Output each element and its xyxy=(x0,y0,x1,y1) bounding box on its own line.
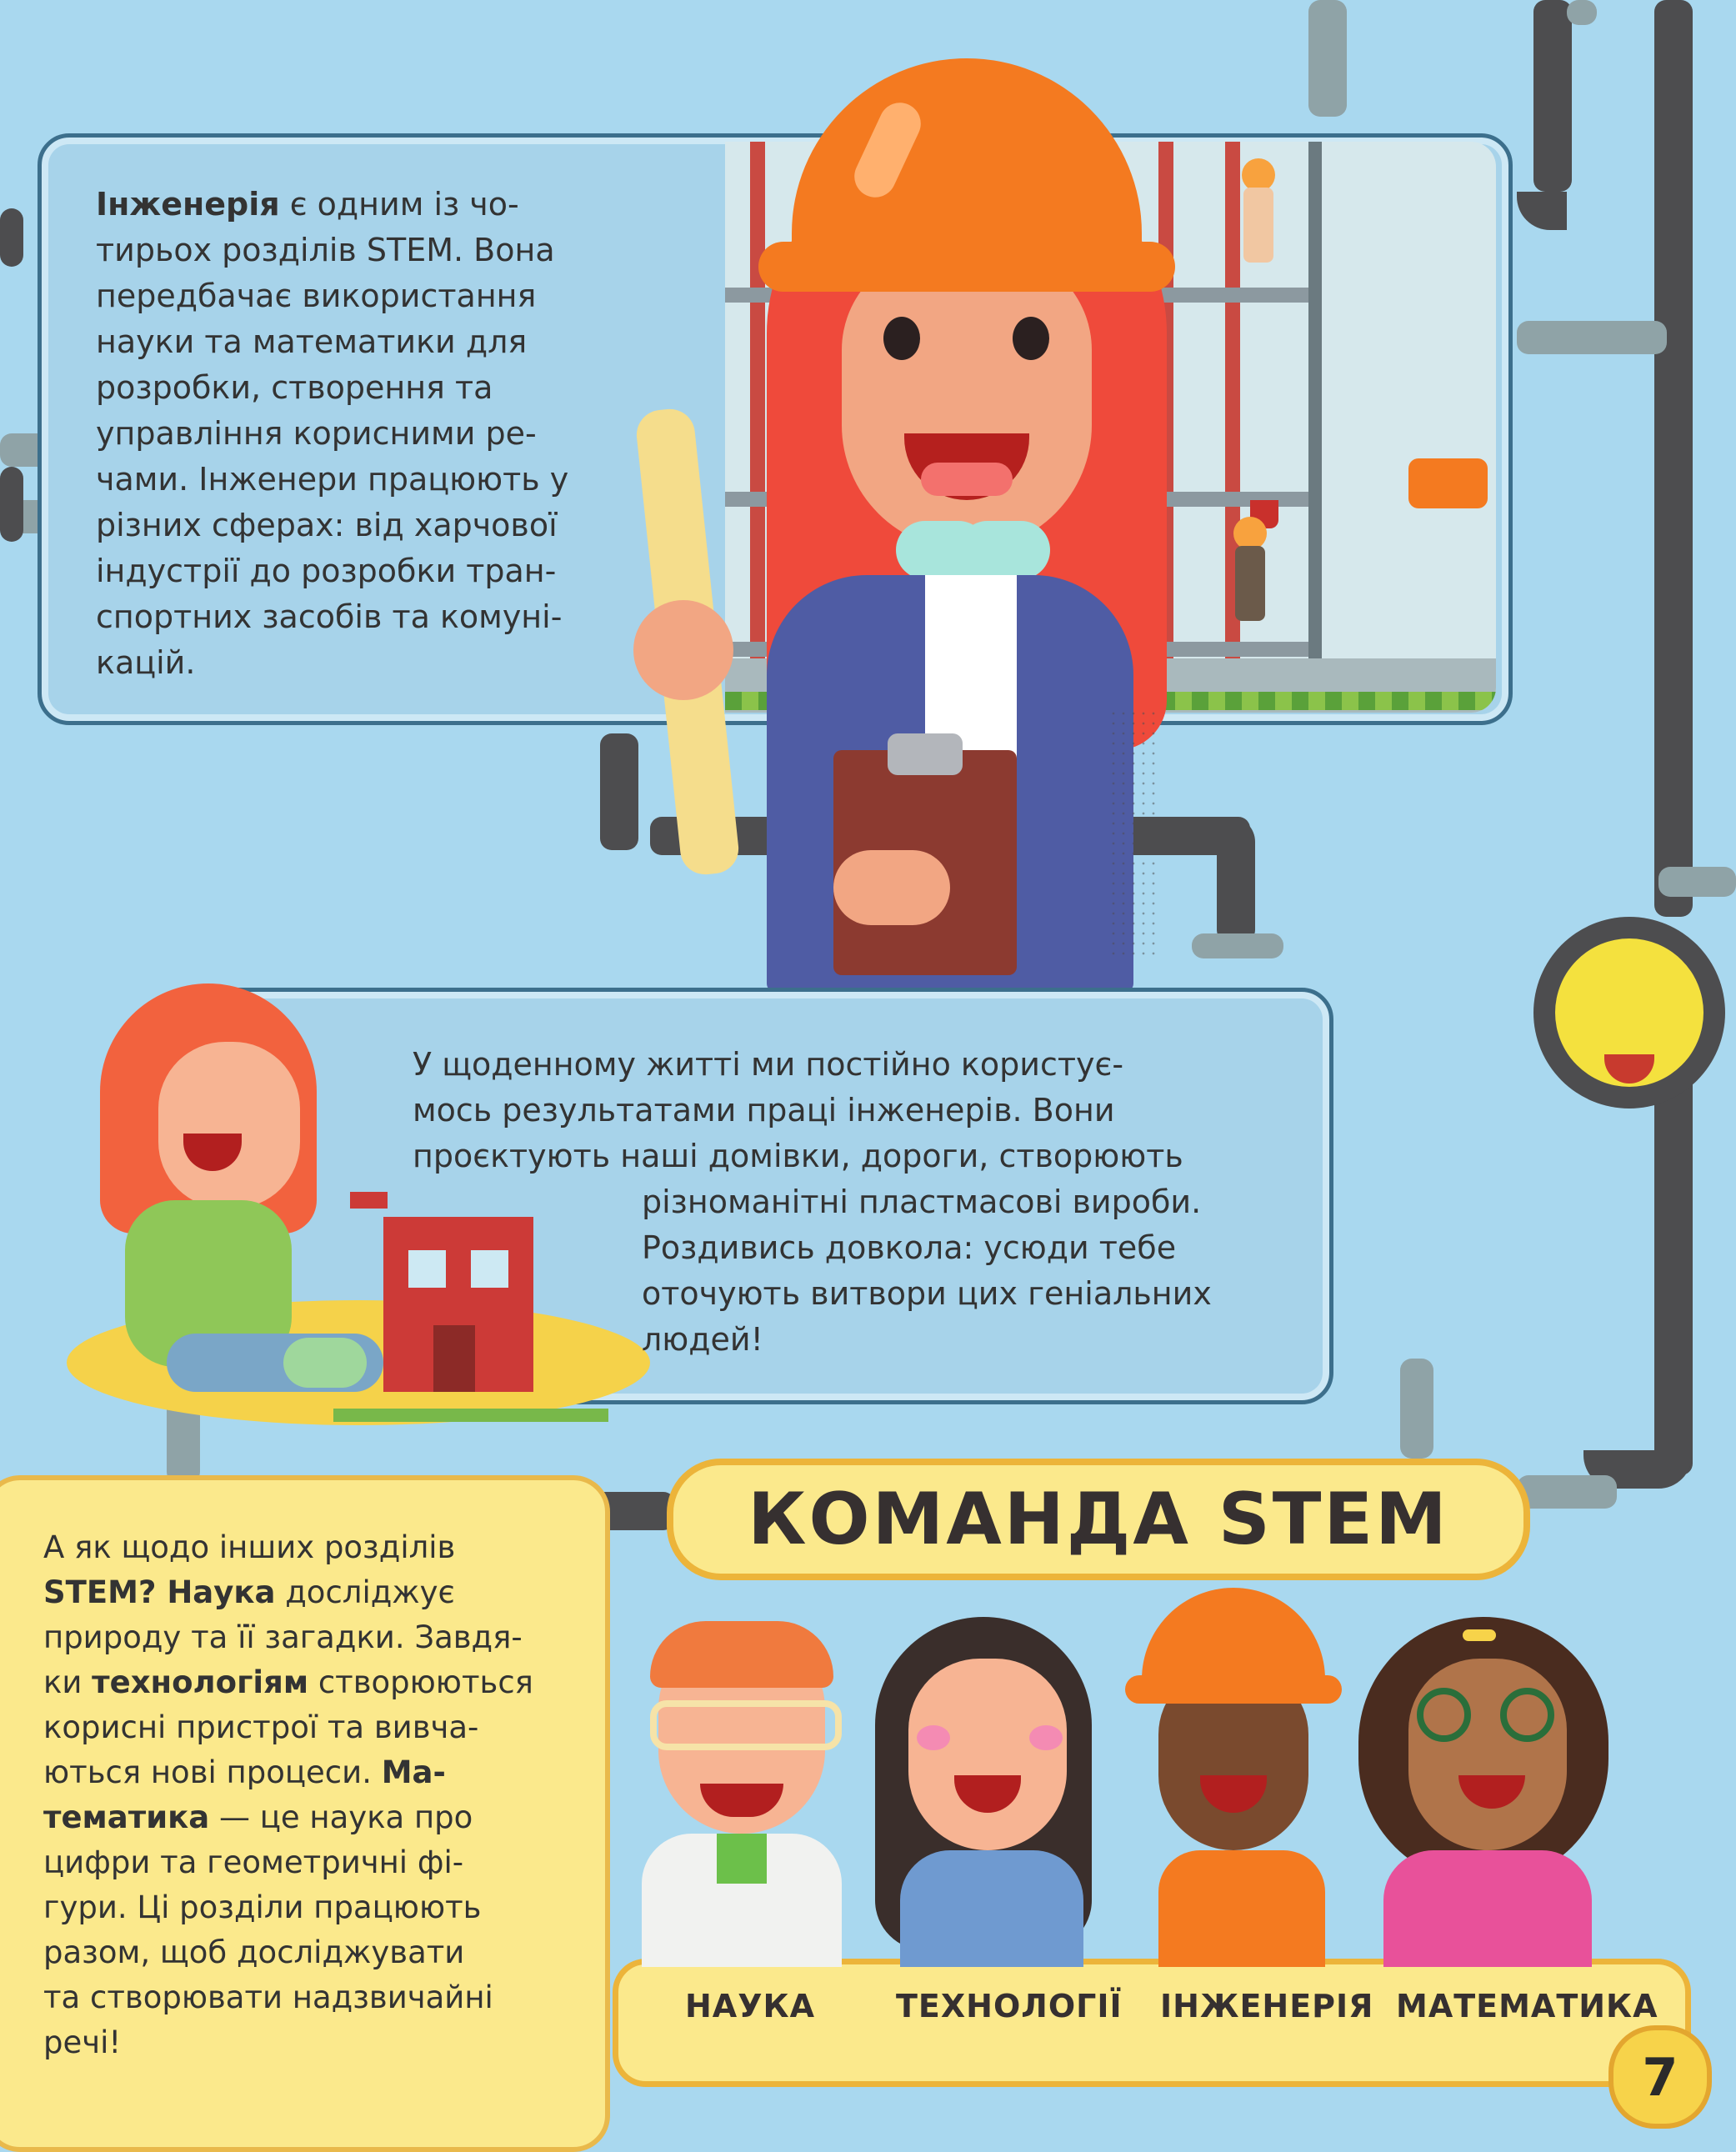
pipe-light-connector xyxy=(1658,867,1736,897)
pipe-light-top xyxy=(1308,0,1347,117)
daily-line-5: Роздивись довкола: усюди тебе xyxy=(642,1229,1177,1266)
label-math: МАТЕМАТИКА xyxy=(1396,1988,1658,2024)
daily-line-7: людей! xyxy=(642,1321,763,1358)
other-line-12: речі! xyxy=(43,2024,122,2060)
other-line-6: ються нові процеси. Ма- xyxy=(43,1754,446,1790)
label-science: НАУКА xyxy=(685,1988,815,2024)
daily-line-4: різноманітні пластмасові вироби. xyxy=(642,1184,1202,1220)
engineering-line-11: кацій. xyxy=(96,644,196,681)
daily-line-3: проєктують наші домівки, дороги, створюють xyxy=(413,1138,1183,1174)
other-line-11: та створювати надзвичайні xyxy=(43,1979,493,2015)
pipe-light-right xyxy=(1517,321,1667,354)
engineering-line-1: Інженерія є одним із чо- xyxy=(96,186,519,223)
other-line-10: разом, щоб досліджувати xyxy=(43,1934,465,1970)
pipe-light-top2 xyxy=(1567,0,1597,25)
other-line-3: природу та її загадки. Завдя- xyxy=(43,1619,523,1655)
daily-line-2: мось результатами праці інженерів. Вони xyxy=(413,1092,1115,1129)
engineering-line-2: тирьох розділів STEM. Вона xyxy=(96,232,555,268)
label-engineering: ІНЖЕНЕРІЯ xyxy=(1160,1988,1374,2024)
pipe-middle-left xyxy=(600,733,638,850)
engineering-line-4: науки та математики для xyxy=(96,323,528,360)
engineering-paragraph xyxy=(96,182,679,686)
daily-line-1: У щоденному житті ми постійно користує- xyxy=(413,1046,1124,1083)
pipe-right-lower xyxy=(1654,1042,1693,1475)
engineering-line-6: управління корисними ре- xyxy=(96,415,537,452)
pipe-top-joint xyxy=(1517,192,1567,230)
stem-team-title: КОМАНДА STEM xyxy=(667,1459,1530,1580)
label-technology: ТЕХНОЛОГІЇ xyxy=(896,1988,1123,2024)
engineering-line-10: спортних засобів та комуні- xyxy=(96,598,563,635)
pipe-right-vertical xyxy=(1654,0,1693,917)
pipe-top-curve xyxy=(1533,0,1572,192)
other-line-5: корисні пристрої та вивча- xyxy=(43,1709,479,1745)
pipe-left-stub-2 xyxy=(0,467,23,542)
other-line-7: тематика — це наука про xyxy=(43,1799,473,1835)
engineering-line-5: розробки, створення та xyxy=(96,369,493,406)
pipe-claw-right xyxy=(1517,1475,1617,1509)
pipe-claw-middle xyxy=(1192,933,1283,958)
other-line-4: ки технологіям створюються xyxy=(43,1664,533,1700)
other-line-1: А як щодо інших розділів xyxy=(43,1529,456,1565)
other-line-2: STEM? Наука досліджує xyxy=(43,1574,455,1610)
engineering-line-8: різних сферах: від харчової xyxy=(96,507,558,543)
other-line-8: цифри та геометричні фі- xyxy=(43,1844,464,1880)
other-line-9: гури. Ці розділи працюють xyxy=(43,1889,482,1925)
pipe-middle-down xyxy=(1217,817,1255,942)
engineering-line-3: передбачає використання xyxy=(96,278,537,314)
daily-line-6: оточують витвори цих геніальних xyxy=(642,1275,1212,1312)
pipe-left-stub xyxy=(0,208,23,267)
page-number: 7 xyxy=(1608,2025,1712,2129)
engineering-line-7: чами. Інженери працюють у xyxy=(96,461,569,498)
other-stem-paragraph xyxy=(43,1525,577,2065)
engineering-line-9: індустрії до розробки тран- xyxy=(96,553,557,589)
pipe-light-bottom-right xyxy=(1400,1359,1433,1459)
